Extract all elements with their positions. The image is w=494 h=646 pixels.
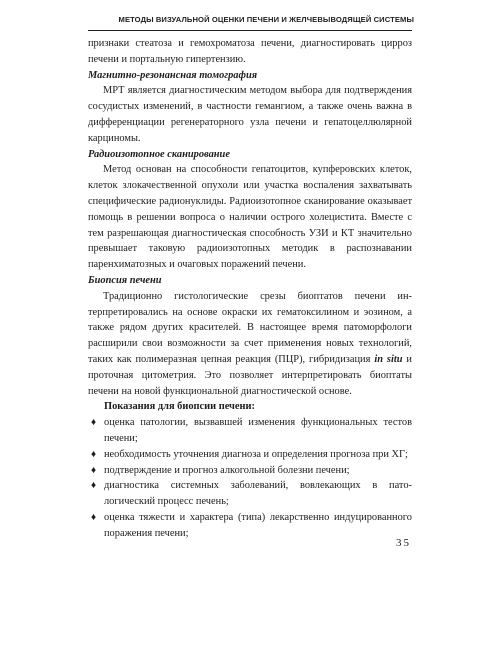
body-text	[88, 36, 412, 542]
mri-paragraph: МРТ является диагностическим методом выбора для подтверждения сосудистых изменений, в частности гемангиом, а также очень важна в дифференциации регенераторного узла печени и гепатоцеллюлярной карциномы.	[88, 85, 412, 144]
diamond-bullet-icon: ♦	[91, 464, 97, 476]
diamond-bullet-icon: ♦	[91, 448, 97, 460]
diamond-bullet-icon: ♦	[91, 417, 97, 429]
diamond-bullet-icon: ♦	[91, 480, 97, 492]
indications-list	[88, 415, 412, 541]
list-item: ♦ оценка тяжести и характера (типа) лекарственно индуцированного поражения печени;	[91, 511, 412, 539]
intro-paragraph: признаки стеатоза и гемохроматоза печени, диагностировать цирроз печени и портальную гипертензию.	[88, 38, 412, 65]
page-number: 35	[396, 537, 411, 549]
biopsy-text-part-2: и проточная цитометрия. Это позволяет интерпретировать биоптаты печени на новой функциональной диагностической основе.	[88, 353, 412, 397]
list-item: ♦ подтверждение и прогноз алкогольной болезни печени;	[88, 463, 412, 479]
mri-heading: Магнитно-резонансная томография	[88, 69, 258, 81]
biopsy-heading: Биопсия печени	[88, 274, 162, 286]
biopsy-text-part-1: Традиционно гистологические срезы биоптатов печени интерпретировались на основе окраски их гематоксилином и эозином, а также рядом других красителей. В настоящее время патоморфологи расширили свои возможности за счет применения новых технологий, таких как полимеразная цепная реакция (ПЦР), гибридизация	[88, 290, 412, 365]
list-item: ♦ необходимость уточнения диагноза и определения прогноза при ХГ;	[88, 447, 412, 463]
radioisotope-heading: Радиоизотопное сканирование	[88, 148, 230, 160]
radioisotope-paragraph: Метод основан на способности гепатоцитов, купферовских клеток, клеток злокачественной опухоли или участка воспаления захватывать специфические радионуклиды. Радиоизотопное сканирование оказывает помощь в решении вопроса о наличии острого холецистита. Вместе с тем разрешающая диагностическая способность УЗИ и КТ значительно превышает таковую радиоизотопных методик в распознавании паренхиматозных и очаговых поражений печени.	[88, 164, 412, 271]
biopsy-term-in-situ: in situ	[374, 353, 403, 365]
diamond-bullet-icon: ♦	[91, 511, 97, 523]
list-item: ♦ диагностика системных заболеваний, вовлекающих в патологический процесс печень;	[91, 480, 412, 508]
running-header: МЕТОДЫ ВИЗУАЛЬНОЙ ОЦЕНКИ ПЕЧЕНИ И ЖЕЛЧЕВЫВОДЯЩЕЙ СИСТЕМЫ	[118, 15, 414, 24]
biopsy-paragraph	[88, 289, 412, 400]
indications-heading: Показания для биопсии печени:	[104, 401, 255, 413]
header-rule	[88, 30, 412, 31]
list-item: ♦ оценка патологии, вызвавшей изменения функциональных тестов печени;	[91, 417, 412, 444]
